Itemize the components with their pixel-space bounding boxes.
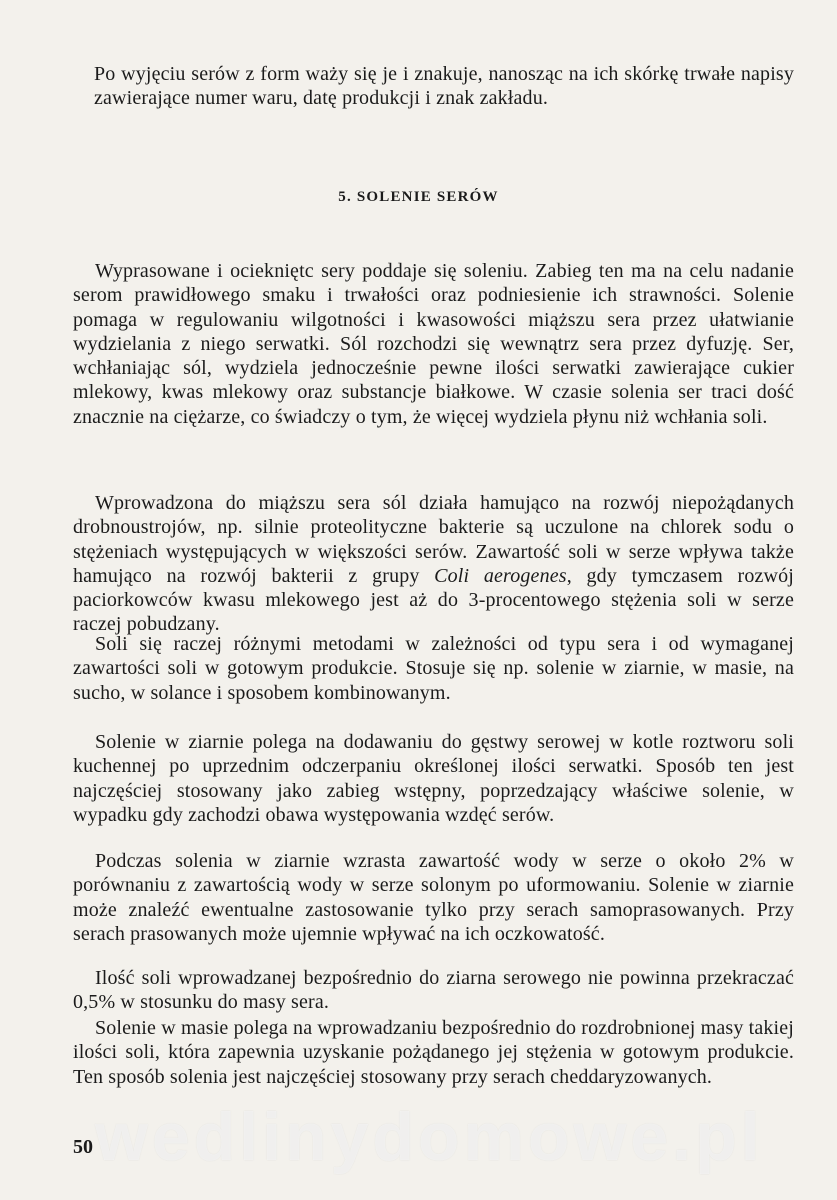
- paragraph-8: Solenie w masie polega na wprowadzaniu bezpośrednio do rozdrobnionej masy takiej ilości soli, która zapewnia uzyskanie pożądanego jej stężenia w gotowym produkcie. Ten sposób solenia jest najczęściej stosowany przy serach cheddaryzowanych.: [73, 1017, 794, 1088]
- section-heading: 5. SOLENIE SERÓW: [338, 189, 499, 205]
- paragraph-5: Solenie w ziarnie polega na dodawaniu do gęstwy serowej w kotle roztworu soli kuchennej po uprzednim odczerpaniu określonej ilości serwatki. Sposób ten jest najczęściej stosowany jako zabieg wstępny, poprzedzający właściwe solenie, w wypadku gdy zachodzi obawa występowania wzdęć serów.: [73, 731, 794, 826]
- paragraph-1: Po wyjęciu serów z form waży się je i znakuje, nanosząc na ich skórkę trwałe napisy zawierające numer waru, datę produkcji i znak zakładu.: [94, 63, 794, 110]
- paragraph-4: Soli się raczej różnymi metodami w zależności od typu sera i od wymaganej zawartości soli w gotowym produkcie. Stosuje się np. solenie w ziarnie, w masie, na sucho, w solance i sposobem kombinowanym.: [73, 633, 794, 704]
- paragraph-3-text-a: Wprowadzona do miąższu sera sól działa hamująco na rozwój niepożądanych drobnoustrojów, np. silnie proteolityczne bakterie są uczulone na chlorek sodu o stężeniach występujących w większości serów. Zawartość soli w serze wpływa także hamująco na rozwój bakterii z grupy: [73, 492, 794, 587]
- paragraph-7: Ilość soli wprowadzanej bezpośrednio do ziarna serowego nie powinna przekraczać 0,5% w stosunku do masy sera.: [73, 967, 794, 1014]
- paragraph-3: [73, 491, 794, 637]
- page-number: 50: [73, 1136, 93, 1158]
- paragraph-3-italic-term: Coli aerogenes: [434, 564, 567, 587]
- paragraph-2: Wyprasowane i ociekniętc sery poddaje się soleniu. Zabieg ten ma na celu nadanie serom prawidłowego smaku i trwałości oraz podniesienie ich strawności. Solenie pomaga w regulowaniu wilgotności i kwasowości miąższu sera przez ułatwianie wydzielania z niego serwatki. Sól rozchodzi się wewnątrz sera przez dyfuzję. Ser, wchłaniając sól, wydziela jednocześnie pewne ilości serwatki zawierające cukier mlekowy, kwas mlekowy oraz substancje białkowe. W czasie solenia ser traci dość znacznie na ciężarze, co świadczy o tym, że więcej wydziela płynu niż wchłania soli.: [73, 260, 794, 428]
- paragraph-3-text-b: , gdy tymczasem rozwój paciorkowców kwasu mlekowego jest aż do 3-procentowego stężenia soli w serze raczej pobudzany.: [73, 564, 794, 636]
- paragraph-6: Podczas solenia w ziarnie wzrasta zawartość wody w serze o około 2% w porównaniu z zawartością wody w serze solonym po uformowaniu. Solenie w ziarnie może znaleźć ewentualne zastosowanie tylko przy serach samoprasowanych. Przy serach prasowanych może ujemnie wpływać na ich oczkowatość.: [73, 850, 794, 945]
- watermark: wedlinydomowe.pl: [95, 1099, 764, 1175]
